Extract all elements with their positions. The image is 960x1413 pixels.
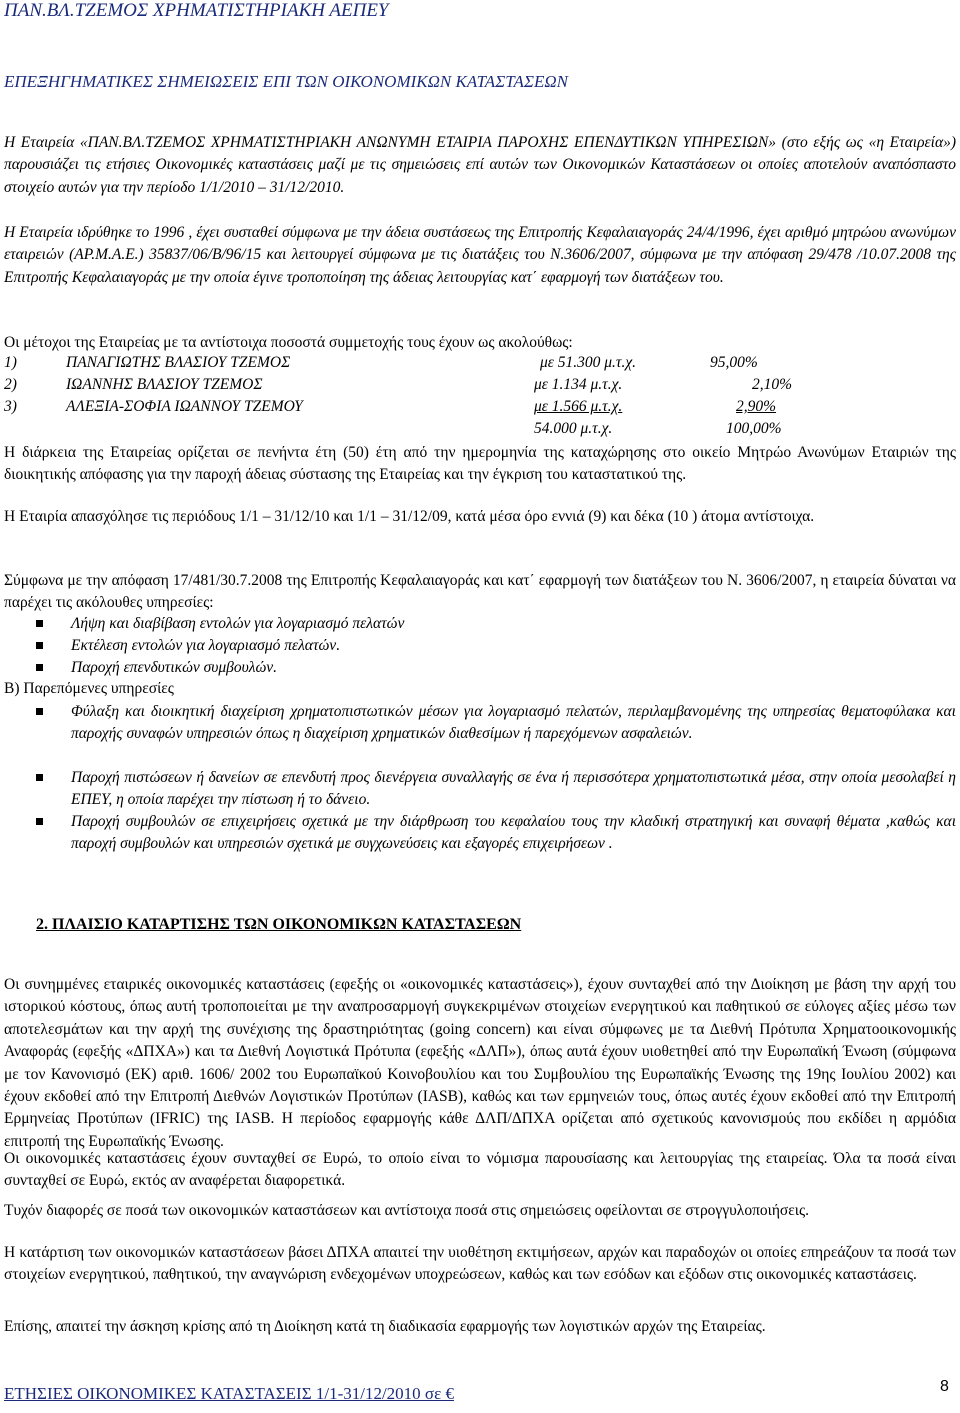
shareholder-row: [4, 376, 864, 398]
core-service-item: [36, 635, 956, 657]
total-percent: 100,00%: [726, 420, 782, 437]
notes-title: ΕΠΕΞΗΓΗΜΑΤΙΚΕΣ ΣΗΜΕΙΩΣΕΙΣ ΕΠΙ ΤΩΝ ΟΙΚΟΝΟΜΙΚΩΝ ΚΑΤΑΣΤΑΣΕΩΝ: [4, 72, 568, 91]
service-text: Παροχή συμβουλών σε επιχειρήσεις σχετικά με την διάρθρωση του κεφαλαίου τους την κλαδική στρατηγική και συναφή θέματα ,καθώς και παροχή συμβουλών και υπηρεσιών σχετικά με συγχωνεύσεις και εξαγορές επιχειρήσεων .: [71, 813, 956, 853]
section-2-paragraph-3: Τυχόν διαφορές σε ποσά των οικονομικών καταστάσεων και αντίστοιχα ποσά στις σημειώσεις οφείλονται σε στρογγυλοποιήσεις.: [4, 1202, 809, 1219]
shareholder-number: 3): [4, 398, 17, 415]
bullet-square-icon: [36, 818, 43, 825]
shareholder-percent: 95,00%: [710, 354, 758, 371]
bullet-square-icon: [36, 774, 43, 781]
shareholder-percent: 2,10%: [752, 376, 793, 393]
section-2-paragraph-1: Οι συνημμένες εταιρικές οικονομικές καταστάσεις (εφεξής οι «οικονομικές καταστάσεις»), έχουν συνταχθεί από την Διοίκηση με βάση την αρχή του ιστορικού κόστους, όπως αυτή τροποποιείται με την αναπροσαρμογή συγκεκριμένων στοιχείων ενεργητικού και παθητικού σε εύλογες αξίες μέσω των αποτελεσμάτων και την αρχή της συνέχισης της δραστηριότητας (going concern) και είναι σύμφωνες με τα Διεθνή Πρότυπα Χρηματοοικονομικής Αναφοράς (εφεξής «ΔΠΧΑ») και τα Διεθνή Λογιστικά Πρότυπα (εφεξής «ΔΛΠ»), όπως αυτά έχουν υιοθετηθεί από την Ευρωπαϊκή Ένωση (σύμφωνα με τον Κανονισμό (ΕΚ) αριθ. 1606/ 2002 του Ευρωπαϊκού Κοινοβουλίου και του Συμβουλίου της Ευρωπαϊκής Ένωσης της 19ης Ιουλίου 2002) και έχουν εκδοθεί από την Επιτροπή Διεθνών Λογιστικών Προτύπων (IASB), καθώς και των ερμηνειών τους, όπως αυτές έχουν εκδοθεί από την Επιτροπή Ερμηνείας Προτύπων (IFRIC) της IASB. Η περίοδος εφαρμογής κάθε ΔΛΠ/ΔΠΧΑ ορίζεται από σχετικούς κανονισμούς που εκδίδει η αρμόδια επιτροπή της Ευρωπαϊκής Ένωσης.: [4, 976, 956, 1150]
duration-paragraph: Η διάρκεια της Εταιρείας ορίζεται σε πενήντα έτη (50) έτη από την ημερομηνία της καταχώρησης στο οικείο Μητρώο Ανωνύμων Εταιριών της διοικητικής απόφασης για την παροχή άδειας σύστασης της Εταιρείας και την έγκριση του καταστατικού της.: [4, 444, 956, 484]
shareholder-name: ΙΩΑΝΝΗΣ ΒΛΑΣΙΟΥ ΤΖΕΜΟΣ: [66, 376, 263, 393]
shareholder-name: ΑΛΕΞΙΑ-ΣΟΦΙΑ ΙΩΑΝΝΟΥ ΤΖΕΜΟΥ: [66, 398, 303, 415]
shareholder-number: 1): [4, 354, 17, 371]
service-text: Παροχή επενδυτικών συμβουλών.: [71, 659, 278, 676]
shareholder-shares: με 51.300 μ.τ.χ.: [540, 354, 637, 371]
ancillary-title: Β) Παρεπόμενες υπηρεσίες: [4, 680, 174, 697]
service-text: Φύλαξη και διοικητική διαχείριση χρηματοπιστωτικών μέσων για λογαριασμό πελατών, περιλαμβανομένης της υπηρεσίας θεματοφύλακα και παροχής συναφών υπηρεσιών όπως η διαχείριση χρηματικών διαθεσίμων ή παρεχόμενων ασφαλειών.: [71, 703, 956, 743]
bullet-square-icon: [36, 708, 43, 715]
bullet-square-icon: [36, 664, 43, 671]
page-number: 8: [940, 1378, 949, 1395]
shareholder-row: [4, 354, 864, 376]
shareholder-row: [4, 398, 864, 420]
company-header: ΠΑΝ.ΒΛ.ΤΖΕΜΟΣ ΧΡΗΜΑΤΙΣΤΗΡΙΑΚΗ ΑΕΠΕΥ: [4, 0, 389, 21]
shareholders-total-row: [4, 420, 864, 442]
shareholder-name: ΠΑΝΑΓΙΩΤΗΣ ΒΛΑΣΙΟΥ ΤΖΕΜΟΣ: [66, 354, 291, 371]
ancillary-service-item: [36, 701, 956, 746]
total-shares: 54.000 μ.τ.χ.: [534, 420, 613, 437]
section-2-paragraph-2: Οι οικονομικές καταστάσεις έχουν συνταχθεί σε Ευρώ, το οποίο είναι το νόμισμα παρουσίασης και λειτουργίας της εταιρείας. Όλα τα ποσά είναι συνταχθεί σε Ευρώ, εκτός αν αναφέρεται διαφορετικά.: [4, 1150, 956, 1190]
ancillary-service-item: [36, 811, 956, 856]
founding-paragraph: Η Εταιρεία ιδρύθηκε το 1996 , έχει συσταθεί σύμφωνα με την άδεια συστάσεως της Επιτροπής Κεφαλαιαγοράς 24/4/1996, έχει αριθμό μητρώου ανωνύμων εταιρειών (ΑΡ.Μ.Α.Ε.) 35837/06/Β/96/15 και λειτουργεί σύμφωνα με τις διατάξεις του Ν.3606/2007, σύμφωνα με την απόφαση 29/478 /10.07.2008 της Επιτροπής Κεφαλαιαγοράς με την οποία έγινε τροποποίηση της άδειας λειτουργίας κατ΄ εφαρμογή των διατάξεων του.: [4, 224, 956, 286]
services-intro: Σύμφωνα με την απόφαση 17/481/30.7.2008 της Επιτροπής Κεφαλαιαγοράς και κατ΄ εφαρμογή των διατάξεων του Ν. 3606/2007, η εταιρεία δύναται να παρέχει τις ακόλουθες υπηρεσίες:: [4, 572, 956, 612]
section-2-title: 2. ΠΛΑΙΣΙΟ ΚΑΤΑΡΤΙΣΗΣ ΤΩΝ ΟΙΚΟΝΟΜΙΚΩΝ ΚΑΤΑΣΤΑΣΕΩΝ: [36, 916, 522, 933]
shareholder-number: 2): [4, 376, 17, 393]
ancillary-service-item: [36, 767, 956, 812]
service-text: Παροχή πιστώσεων ή δανείων σε επενδυτή προς διενέργεια συναλλαγής σε ένα ή περισσότερα χρηματοπιστωτικά μέσα, στην οποία μεσολαβεί η ΕΠΕΥ, η οποία παρέχει την πίστωση ή το δάνειο.: [71, 769, 956, 809]
service-text: Εκτέλεση εντολών για λογαριασμό πελατών.: [71, 637, 341, 654]
section-2-paragraph-5: Επίσης, απαιτεί την άσκηση κρίσης από τη Διοίκηση κατά τη διαδικασία εφαρμογής των λογιστικών αρχών της Εταιρείας.: [4, 1318, 766, 1335]
section-2-paragraph-4: Η κατάρτιση των οικονομικών καταστάσεων βάσει ΔΠΧΑ απαιτεί την υιοθέτηση εκτιμήσεων, αρχών και παραδοχών οι οποίες επηρεάζουν τα ποσά των στοιχείων ενεργητικού, παθητικού, την αναγνώριση ενδεχομένων υποχρεώσεων, καθώς και των εσόδων και εξόδων στις οικονομικές καταστάσεις.: [4, 1244, 956, 1284]
service-text: Λήψη και διαβίβαση εντολών για λογαριασμό πελατών: [71, 615, 405, 632]
shareholders-intro: Οι μέτοχοι της Εταιρείας με τα αντίστοιχα ποσοστά συμμετοχής τους έχουν ως ακολούθως:: [4, 334, 573, 351]
shareholder-shares: με 1.566 μ.τ.χ.: [534, 398, 623, 415]
intro-paragraph: Η Εταιρεία «ΠΑΝ.ΒΛ.ΤΖΕΜΟΣ ΧΡΗΜΑΤΙΣΤΗΡΙΑΚΗ ΑΝΩΝΥΜΗ ΕΤΑΙΡΙΑ ΠΑΡΟΧΗΣ ΕΠΕΝΔΥΤΙΚΩΝ ΥΠΗΡΕΣΙΩΝ» (στο εξής ως «η Εταιρεία») παρουσιάζει τις ετήσιες Οικονομικές καταστάσεις μαζί με τις σημειώσεις επί αυτών των Οικονομικών Καταστάσεων οι οποίες αποτελούν αναπόσπαστο στοιχείο αυτών για την περίοδο 1/1/2010 – 31/12/2010.: [4, 134, 956, 196]
shareholder-shares: με 1.134 μ.τ.χ.: [534, 376, 623, 393]
bullet-square-icon: [36, 620, 43, 627]
bullet-square-icon: [36, 642, 43, 649]
core-service-item: [36, 657, 956, 679]
shareholder-percent: 2,90%: [736, 398, 777, 415]
footer-title: ΕΤΗΣΙΕΣ ΟΙΚΟΝΟΜΙΚΕΣ ΚΑΤΑΣΤΑΣΕΙΣ 1/1-31/12/2010 σε €: [4, 1384, 454, 1403]
employees-paragraph: Η Εταιρία απασχόλησε τις περιόδους 1/1 – 31/12/10 και 1/1 – 31/12/09, κατά μέσα όρο εννιά (9) και δέκα (10 ) άτομα αντίστοιχα.: [4, 508, 815, 525]
core-service-item: [36, 613, 956, 635]
